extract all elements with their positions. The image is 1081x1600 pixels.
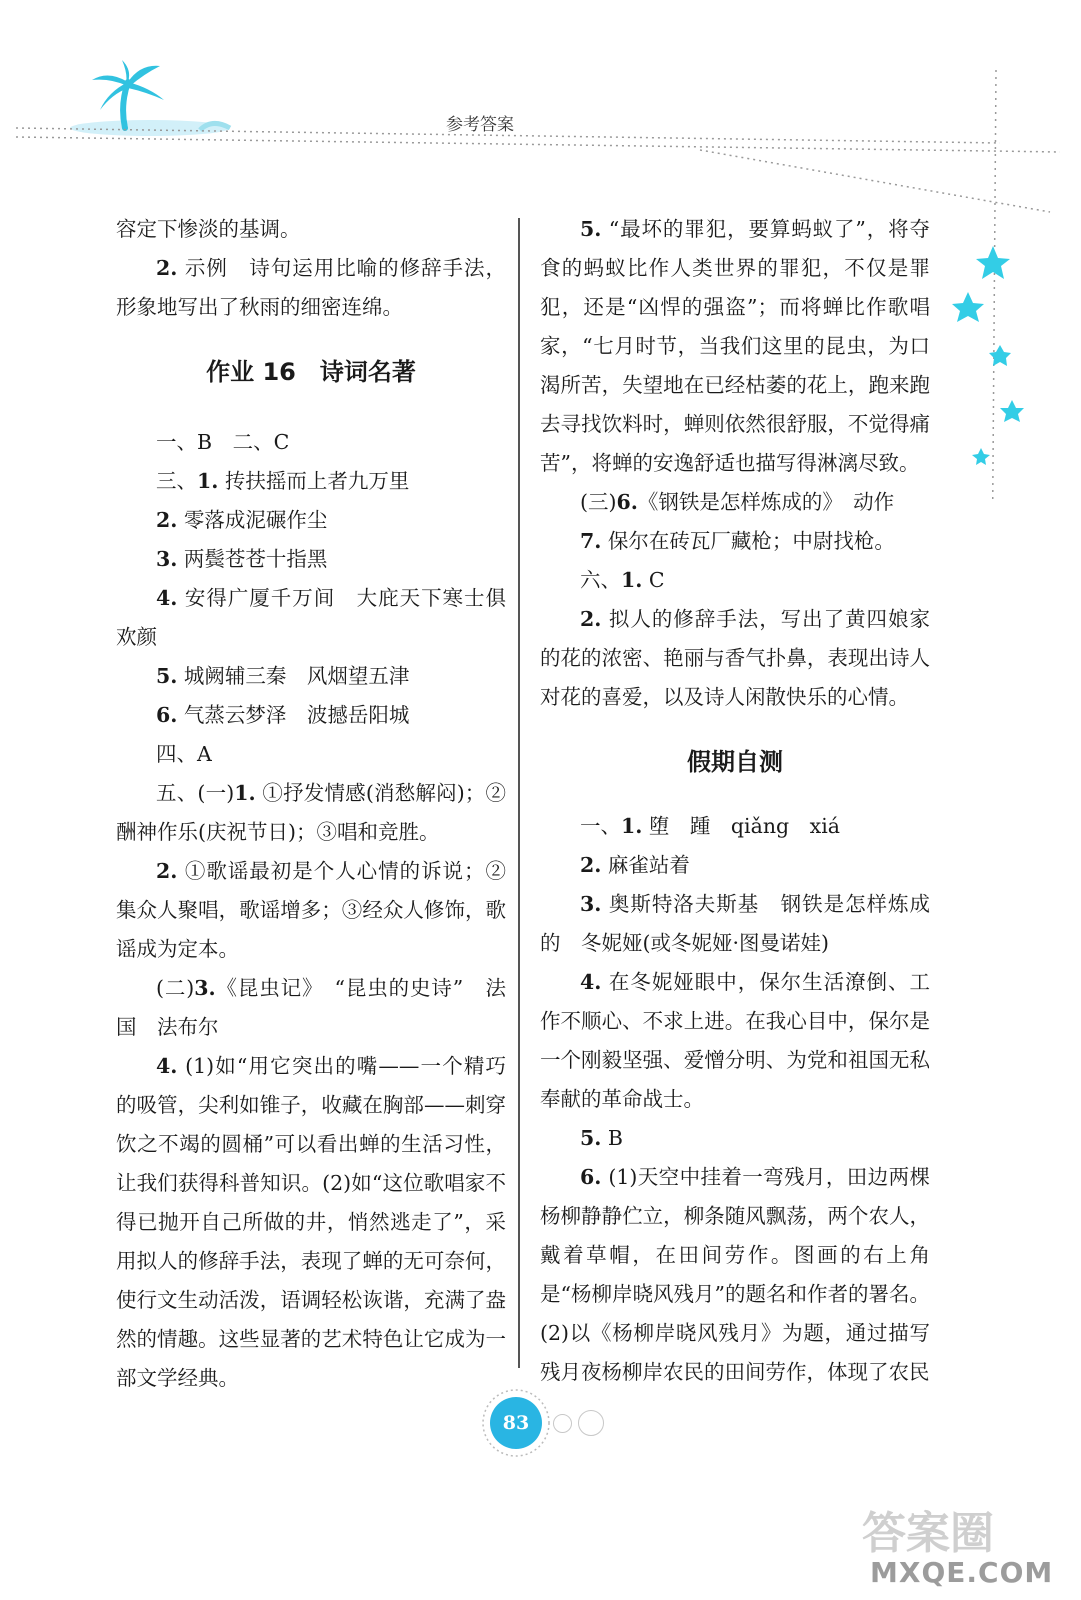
watermark-url: MXQE.COM	[870, 1556, 1054, 1589]
decorative-ring-icon	[553, 1414, 572, 1433]
answer-line: 四、A	[156, 742, 212, 766]
section-heading: 假期自测	[687, 748, 783, 776]
answer-line: 3. 奥斯特洛夫斯基 钢铁是怎样炼成的 冬妮娅(或冬妮娅·图曼诺娃)	[540, 892, 930, 955]
answer-line: 六、1. C	[580, 568, 665, 592]
answer-line: 5. “最坏的罪犯，要算蚂蚁了”，将夺食的蚂蚁比作人类世界的罪犯，不仅是罪犯，还是“凶悍的强盗”；而将蝉比作歌唱家，“七月时节，当我们这里的昆虫，为口渴所苦，失望地在已经枯萎的花上，跑来跑去寻找饮料时，蝉则依然很舒服，不觉得痛苦”，将蝉的安逸舒适也描写得淋漓尽致。	[540, 217, 930, 475]
palm-tree-icon	[70, 60, 230, 136]
answer-line: 2. ①歌谣最初是个人心情的诉说；②集众人聚唱，歌谣增多；③经众人修饰，歌谣成为定本。	[116, 859, 506, 961]
page-number: 83	[490, 1397, 542, 1449]
column-divider	[518, 218, 520, 1368]
answer-line: 三、1. 抟扶摇而上者九万里	[156, 469, 410, 493]
answer-line: (三)6.《钢铁是怎样炼成的》 动作	[580, 490, 895, 514]
answer-line: 2. 拟人的修辞手法，写出了黄四娘家的花的浓密、艳丽与香气扑鼻，表现出诗人对花的喜爱，以及诗人闲散快乐的心情。	[540, 607, 930, 709]
answer-line: 3. 两鬓苍苍十指黑	[156, 547, 328, 571]
answer-line: 5. B	[580, 1126, 623, 1150]
answer-line: 容定下惨淡的基调。	[116, 217, 301, 241]
answer-line: 4. 安得广厦千万间 大庇天下寒士俱欢颜	[116, 586, 506, 649]
answer-line: 五、(一)1. ①抒发情感(消愁解闷)；②酬神作乐(庆祝节日)；③唱和竞胜。	[116, 781, 506, 844]
answer-line: 7. 保尔在砖瓦厂藏枪；中尉找枪。	[580, 529, 895, 553]
right-column	[540, 210, 930, 1392]
decorative-ring-icon	[578, 1410, 604, 1436]
header-title: 参考答案	[446, 115, 514, 135]
answer-line: 5. 城阙辅三秦 风烟望五津	[156, 664, 410, 688]
answer-line: 6. 气蒸云梦泽 波撼岳阳城	[156, 703, 410, 727]
answer-line: 2. 示例 诗句运用比喻的修辞手法，形象地写出了秋雨的细密连绵。	[116, 256, 506, 319]
answer-line: 6. (1)天空中挂着一弯残月，田边两棵杨柳静静伫立，柳条随风飘荡，两个农人，戴着草帽，在田间劳作。图画的右上角是“杨柳岸晓风残月”的题名和作者的署名。(2)以《杨柳岸晓风残月》为题，通过描写残月夜杨柳岸农民的田间劳作，体现了农民	[540, 1165, 930, 1384]
answer-line: 4. (1)如“用它突出的嘴——一个精巧的吸管，尖利如锥子，收藏在胸部——刺穿饮之不竭的圆桶”可以看出蝉的生活习性，让我们获得科普知识。(2)如“这位歌唱家不得已抛开自己所做的井，悄然逃走了”，采用拟人的修辞手法，表现了蝉的无可奈何，使行文生动活泼，语调轻松诙谐，充满了盎然的情趣。这些显著的艺术特色让它成为一部文学经典。	[116, 1054, 506, 1390]
left-column	[116, 210, 506, 1398]
answer-line: 4. 在冬妮娅眼中，保尔生活潦倒、工作不顺心、不求上进。在我心目中，保尔是一个刚毅坚强、爱憎分明、为党和祖国无私奉献的革命战士。	[540, 970, 930, 1111]
answer-line: 2. 麻雀站着	[580, 853, 690, 877]
watermark-logo-text: 答案圈	[862, 1508, 994, 1559]
answer-line: 一、1. 堕 踵 qiǎng xiá	[580, 814, 840, 838]
answer-line: 2. 零落成泥碾作尘	[156, 508, 328, 532]
star-icons	[952, 246, 1024, 465]
section-heading: 作业 16 诗词名著	[206, 358, 416, 386]
answer-line: 一、B 二、C	[156, 430, 290, 454]
answer-line: (二)3.《昆虫记》 “昆虫的史诗” 法国 法布尔	[116, 976, 506, 1039]
